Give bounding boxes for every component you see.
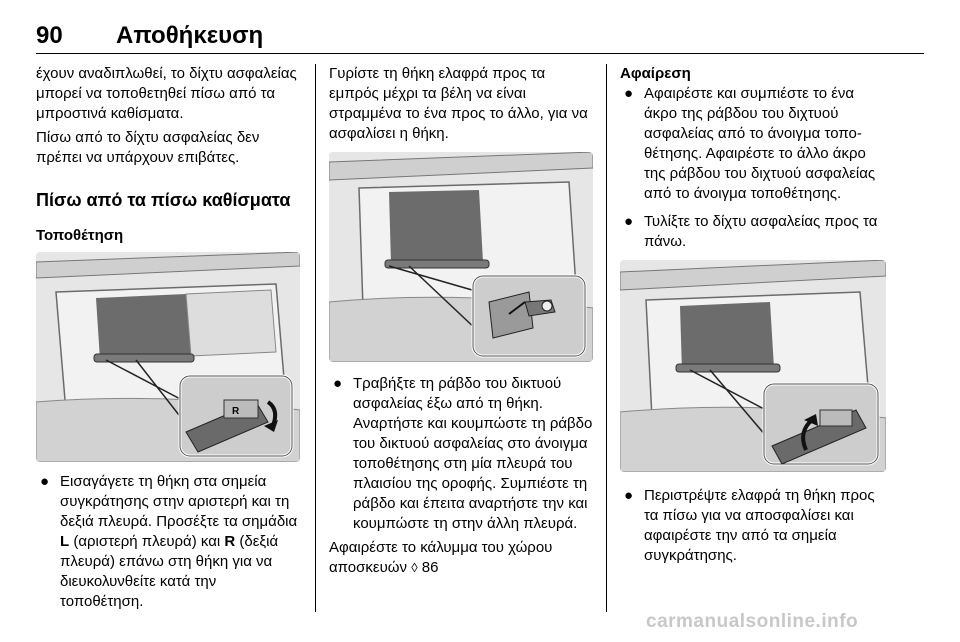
column-3	[620, 64, 890, 570]
column-divider-2	[606, 64, 607, 612]
removal-step-3-text: Περιστρέψτε ελαφρά τη θήκη προς τα πίσω για να αποσφαλίσει και αφαιρέστε την από τα σημεία συγκράτησης.	[644, 487, 875, 564]
footer-watermark-url: carmanualsonline.info	[646, 611, 859, 632]
warning-paragraph: Πίσω από το δίχτυ ασφαλείας δεν πρέπει να υπάρχουν επιβάτες.	[36, 129, 260, 166]
section-title: Αποθήκευση	[116, 22, 264, 49]
heading-behind-rear-seats: Πίσω από τα πίσω καθίσματα	[36, 190, 291, 210]
removal-step-2	[620, 212, 890, 252]
intro-paragraph: έχουν αναδιπλωθεί, το δίχτυ ασφαλείας μπορεί να τοποθετηθεί πίσω από τα μπροστινά καθίσματα.	[36, 65, 297, 122]
extend-rod-step-text: Τραβήξτε τη ράβδο του δικτυού ασφαλείας έξω από τη θήκη. Αναρτήστε και κουμπώστε τη ράβδο του δικτυού ασφαλείας στο άνοιγμα τοποθέτησης στη μία πλευρά του πλαισίου της οροφής. Συμπιέστε τη ράβδο και έπειτα αναρτήστε την και κουμπώστε τη στην άλλη πλευρά.	[353, 375, 593, 532]
removal-step-2-text: Τυλίξτε το δίχτυ ασφαλείας προς τα πάνω.	[644, 213, 878, 250]
install-step-1-text-c: (δεξιά πλευρά) επάνω στη θήκη για να διευκολυνθείτε κατά την τοποθέτηση.	[60, 533, 279, 610]
cross-reference-icon: ◊	[411, 560, 418, 575]
column-1	[36, 64, 300, 616]
bullet-dot: ●	[40, 473, 50, 490]
bullet-dot: ●	[624, 85, 634, 102]
install-step-1	[36, 472, 300, 612]
figure-remove-cassette	[620, 260, 886, 472]
extend-rod-step	[329, 374, 593, 534]
cross-reference-page[interactable]: 86	[421, 559, 439, 576]
figure-install-cassette	[36, 252, 300, 462]
marking-r: R	[224, 533, 236, 550]
removal-step-1-text: Αφαιρέστε και συμπιέστε το ένα άκρο της ράβδου του διχτυού ασφαλείας από το άνοιγμα τοποθέτησης. Αφαιρέστε το άλλο άκρο της ράβδου του διχτυού ασφαλείας από το άνοιγμα τοποθέτησης.	[644, 85, 876, 202]
column-divider-1	[315, 64, 316, 612]
removal-step-1	[620, 84, 890, 204]
install-step-1-text-a: Εισαγάγετε τη θήκη στα σημεία συγκράτησης στην αριστερή και τη δεξιά πλευρά. Προσέξτε τα σημάδια	[60, 473, 298, 530]
bullet-dot: ●	[624, 213, 634, 230]
page-header	[36, 20, 924, 54]
removal-step-3	[620, 486, 890, 566]
figure-r-label: R	[232, 406, 240, 417]
page-number: 90	[36, 22, 63, 49]
subheading-removal: Αφαίρεση	[620, 65, 691, 82]
subheading-installation: Τοποθέτηση	[36, 227, 124, 244]
figure-lock-cassette	[329, 152, 593, 362]
marking-l: L	[60, 533, 70, 550]
column-2	[329, 64, 593, 582]
install-step-1-text-b: (αριστερή πλευρά) και	[69, 533, 225, 550]
bullet-dot: ●	[624, 487, 634, 504]
rotate-cassette-paragraph: Γυρίστε τη θήκη ελαφρά προς τα εμπρός μέχρι τα βέλη να είναι στραμμένα το ένα προς το άλλο, για να ασφαλίσει η θήκη.	[329, 65, 588, 142]
remove-cover-paragraph	[329, 538, 593, 578]
remove-cover-text: Αφαιρέστε το κάλυμμα του χώρου αποσκευών	[329, 539, 553, 576]
bullet-dot: ●	[333, 375, 343, 392]
